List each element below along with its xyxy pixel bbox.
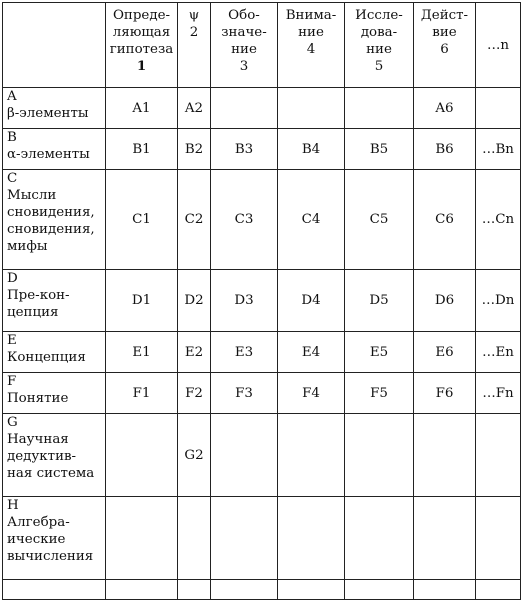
row-header-line: Мысли: [7, 188, 57, 203]
row-header-line: D: [7, 271, 18, 286]
column-header-4: [278, 3, 345, 88]
table-cell: C5: [345, 170, 414, 270]
grid-body: [3, 88, 521, 600]
row-header-line: Пре-кон-: [7, 288, 70, 303]
row-header: [3, 170, 106, 270]
table-cell: [278, 580, 345, 600]
column-header-1: [106, 3, 178, 88]
table-cell: [211, 580, 278, 600]
table-cell: [211, 414, 278, 497]
column-header-3: [211, 3, 278, 88]
row-header: [3, 373, 106, 414]
column-header-line: Внима-: [285, 8, 337, 23]
table-cell: [178, 497, 211, 580]
row-header-line: α-элементы: [7, 147, 90, 162]
table-row: [3, 580, 521, 600]
row-header-line: дедуктив-: [7, 449, 77, 464]
table-cell: C1: [106, 170, 178, 270]
row-header: [3, 270, 106, 332]
table-cell: …Dn: [476, 270, 521, 332]
row-header-line: A: [7, 89, 17, 104]
table-cell: A2: [178, 88, 211, 129]
table-cell: [345, 414, 414, 497]
column-header-line: вие: [432, 25, 457, 40]
table-cell: C6: [414, 170, 476, 270]
table-cell: [476, 497, 521, 580]
table-row: [3, 88, 521, 129]
table-cell: D5: [345, 270, 414, 332]
table-cell: …En: [476, 332, 521, 373]
column-header-line: ляющая: [112, 25, 171, 40]
table-cell: [476, 580, 521, 600]
table-cell: E6: [414, 332, 476, 373]
table-cell: F6: [414, 373, 476, 414]
table-cell: E4: [278, 332, 345, 373]
table-cell: [414, 497, 476, 580]
column-header-line: Иссле-: [355, 8, 403, 23]
header-corner-cell: [3, 3, 106, 88]
table-cell: C2: [178, 170, 211, 270]
table-cell: B6: [414, 129, 476, 170]
column-header-5: [345, 3, 414, 88]
column-header-2: [178, 3, 211, 88]
table-row: [3, 497, 521, 580]
column-header-line: Обо-: [228, 8, 260, 23]
row-header: [3, 497, 106, 580]
table-cell: B1: [106, 129, 178, 170]
table-cell: [278, 414, 345, 497]
table-cell: [178, 580, 211, 600]
table-cell: [345, 88, 414, 129]
table-cell: C3: [211, 170, 278, 270]
table-cell: [476, 88, 521, 129]
table-cell: G2: [178, 414, 211, 497]
table-cell: D1: [106, 270, 178, 332]
table-cell: E3: [211, 332, 278, 373]
column-header-6: [414, 3, 476, 88]
table-cell: B2: [178, 129, 211, 170]
table-cell: B4: [278, 129, 345, 170]
table-row: [3, 270, 521, 332]
table-cell: B3: [211, 129, 278, 170]
table-cell: F1: [106, 373, 178, 414]
table-cell: F4: [278, 373, 345, 414]
column-header-line: …n: [486, 37, 509, 53]
table-cell: D6: [414, 270, 476, 332]
table-cell: F3: [211, 373, 278, 414]
row-header-line: B: [7, 130, 17, 145]
table-cell: B5: [345, 129, 414, 170]
table-cell: A1: [106, 88, 178, 129]
row-header-line: β-элементы: [7, 106, 89, 121]
table-cell: [345, 580, 414, 600]
row-header-line: цепция: [7, 305, 59, 320]
table-cell: C4: [278, 170, 345, 270]
row-header-line: Понятие: [7, 391, 69, 406]
column-number: 4: [306, 42, 316, 57]
table-cell: …Bn: [476, 129, 521, 170]
column-header-line: гипотеза: [109, 42, 174, 57]
table-row: [3, 129, 521, 170]
table-cell: [106, 580, 178, 600]
table-cell: E1: [106, 332, 178, 373]
grid-table: [2, 2, 521, 600]
row-header: [3, 332, 106, 373]
table-cell: D2: [178, 270, 211, 332]
table-cell: [414, 580, 476, 600]
column-number: 1: [136, 58, 147, 74]
table-cell: E5: [345, 332, 414, 373]
column-number: 5: [374, 59, 384, 74]
row-header-line: ная система: [7, 466, 95, 481]
row-header-line: G: [7, 415, 18, 430]
header-row: [3, 3, 521, 88]
row-header-line: ические: [7, 532, 66, 547]
row-header-line: Концепция: [7, 350, 86, 365]
row-header-line: Алгебра-: [7, 515, 70, 530]
table-cell: …Fn: [476, 373, 521, 414]
table-cell: F2: [178, 373, 211, 414]
table-cell: [476, 414, 521, 497]
column-header-line: значе-: [221, 25, 267, 40]
table-cell: D3: [211, 270, 278, 332]
table-cell: E2: [178, 332, 211, 373]
row-header-line: F: [7, 374, 17, 389]
column-header-line: дова-: [360, 25, 398, 40]
column-header-line: ние: [366, 42, 392, 57]
row-header-line: E: [7, 333, 17, 348]
column-header-line: Опреде-: [112, 8, 171, 23]
column-header-line: ние: [298, 25, 324, 40]
table-row: [3, 373, 521, 414]
table-row: [3, 332, 521, 373]
row-header: [3, 129, 106, 170]
column-header-7: [476, 3, 521, 88]
table-cell: [414, 414, 476, 497]
column-header-line: ψ: [188, 8, 200, 23]
row-header-line: сновидения,: [7, 205, 95, 220]
row-header-line: Научная: [7, 432, 69, 447]
table-cell: [211, 88, 278, 129]
row-header-line: H: [7, 498, 19, 513]
row-header: [3, 580, 106, 600]
table-cell: [278, 497, 345, 580]
table-cell: A6: [414, 88, 476, 129]
table-cell: D4: [278, 270, 345, 332]
row-header: [3, 414, 106, 497]
table-cell: [106, 414, 178, 497]
table-cell: [345, 497, 414, 580]
table-cell: [106, 497, 178, 580]
table-cell: F5: [345, 373, 414, 414]
row-header-line: мифы: [7, 239, 48, 254]
row-header-line: C: [7, 171, 18, 186]
column-number: 6: [440, 42, 449, 57]
column-number: 2: [189, 25, 199, 40]
row-header-line: вычисления: [7, 549, 94, 564]
table-cell: …Cn: [476, 170, 521, 270]
column-number: 3: [239, 59, 249, 74]
row-header-line: сновидения,: [7, 222, 95, 237]
table-cell: [278, 88, 345, 129]
column-header-line: ние: [231, 42, 257, 57]
column-header-line: Дейст-: [420, 8, 469, 23]
table-row: [3, 414, 521, 497]
row-header: [3, 88, 106, 129]
table-row: [3, 170, 521, 270]
table-cell: [211, 497, 278, 580]
